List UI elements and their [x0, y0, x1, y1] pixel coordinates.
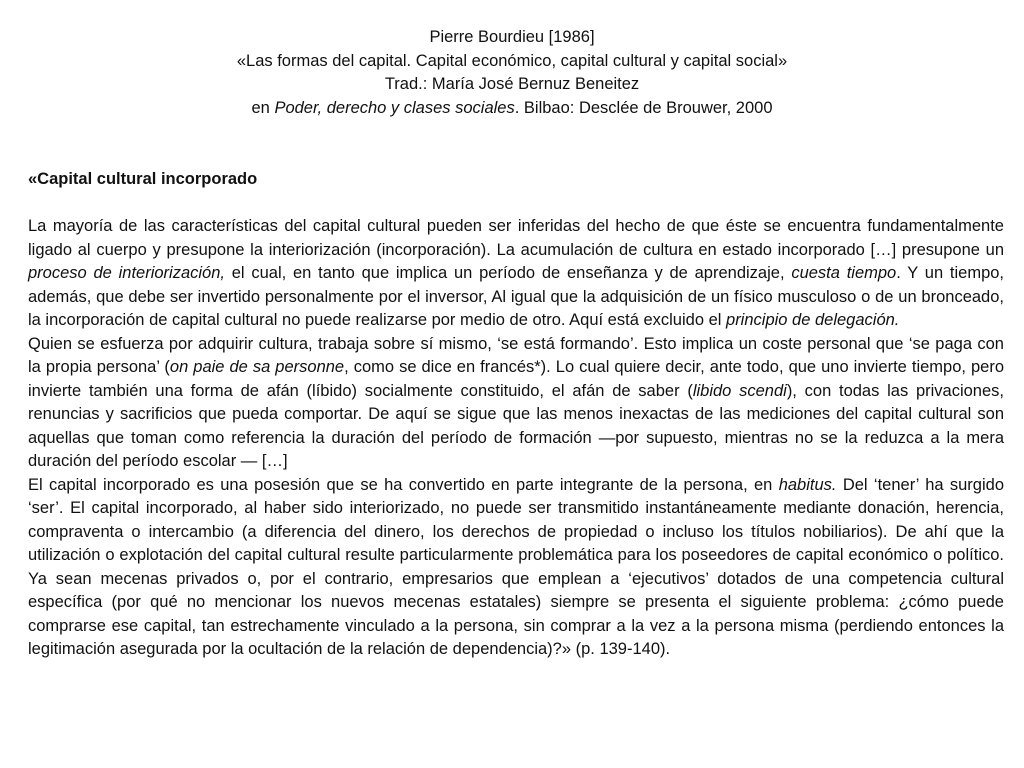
paragraph-2-emphasis-a: on paie de sa personne — [169, 358, 345, 376]
paragraph-1-emphasis-c: principio de delegación. — [726, 311, 900, 329]
paragraph-1 — [28, 215, 1004, 333]
source-line — [0, 97, 1024, 121]
paragraph-2 — [28, 333, 1004, 474]
source-prefix: en — [251, 98, 275, 117]
paragraph-2-emphasis-b: libido scendi — [692, 381, 787, 400]
paragraph-2-text-c: ), con todas las privaciones, renuncias y sacrificios que pueda comportar. De aquí se sigue que las menos inexactas de las mediciones del capital cultural son aquellas que toman como referencia la duración del período de formación —por supuesto, mientras no se la reduzca a la mera duración del período escolar — […] — [28, 381, 1004, 470]
paragraph-2-text-b: , como se dice en francés*). Lo cual quiere decir, ante todo, que uno invierte tiempo, pero invierte también una forma de afán (líbido) socialmente constituido, el afán de saber ( — [28, 358, 1005, 400]
paragraph-1-text-a: La mayoría de las características del capital cultural pueden ser inferidas del hecho de que éste se encuentra fundamentalmente ligado al cuerpo y presupone la interiorización (incorporación). La acumulación de cultura en estado incorporado […] presupone un — [28, 217, 1004, 259]
paragraph-1-emphasis-a: proceso de interiorización, — [28, 264, 225, 282]
paragraph-1-text-c: . Y un tiempo, además, que debe ser invertido personalmente por el inversor, Al igual que la adquisición de un físico musculoso o de un bronceado, la incorporación de capital cultural no puede realizarse por medio de otro. Aquí está excluido el — [28, 264, 1005, 329]
citation-header — [0, 26, 1024, 120]
paragraph-2-text-a: Quien se esfuerza por adquirir cultura, trabaja sobre sí mismo, ‘se está formando’. Esto implica un coste personal que ‘se paga con la propia persona’ ( — [28, 334, 1004, 376]
section-title: «Capital cultural incorporado — [28, 170, 258, 188]
title-line: «Las formas del capital. Capital económico, capital cultural y capital social» — [236, 51, 788, 70]
source-book-title: Poder, derecho y clases sociales — [274, 98, 515, 117]
paragraph-1-text-b: el cual, en tanto que implica un período de enseñanza y de aprendizaje, — [224, 264, 792, 282]
author-line: Pierre Bourdieu [1986] — [429, 28, 595, 46]
quotation-body — [28, 168, 1004, 662]
source-publisher: . Bilbao: Desclée de Brouwer, 2000 — [514, 98, 773, 117]
paragraph-3 — [28, 474, 1004, 662]
translator-line: Trad.: María José Bernuz Beneitez — [384, 75, 640, 93]
paragraph-3-text-b: Del ‘tener’ ha surgido ‘ser’. El capital incorporado, al haber sido interiorizado, no puede ser transmitido instantáneamente mediante donación, herencia, compraventa o intercambio (a diferencia del dinero, los derechos de propiedad o incluso los títulos nobiliarios). De ahí que la utilización o explotación del capital cultural resulte particularmente problemática para los poseedores de capital económico o político. Ya sean mecenas privados o, por el contrario, empresarios que emplean a ‘ejecutivos’ dotados de una competencia cultural específica (por qué no mencionar los nuevos mecenas estatales) siempre se presenta el siguiente problema: ¿cómo puede comprarse ese capital, tan estrechamente vinculado a la persona, sin comprar a la vez a la persona misma (perdiendo entonces la legitimación asegurada por la ocultación de la relación de dependencia)?» (p. 139-140). — [28, 475, 1004, 658]
paragraph-3-emphasis-a: habitus. — [778, 475, 837, 494]
paragraph-1-emphasis-b: cuesta tiempo — [791, 264, 897, 282]
paragraph-3-text-a: El capital incorporado es una posesión que se ha convertido en parte integrante de la persona, en — [28, 475, 779, 494]
